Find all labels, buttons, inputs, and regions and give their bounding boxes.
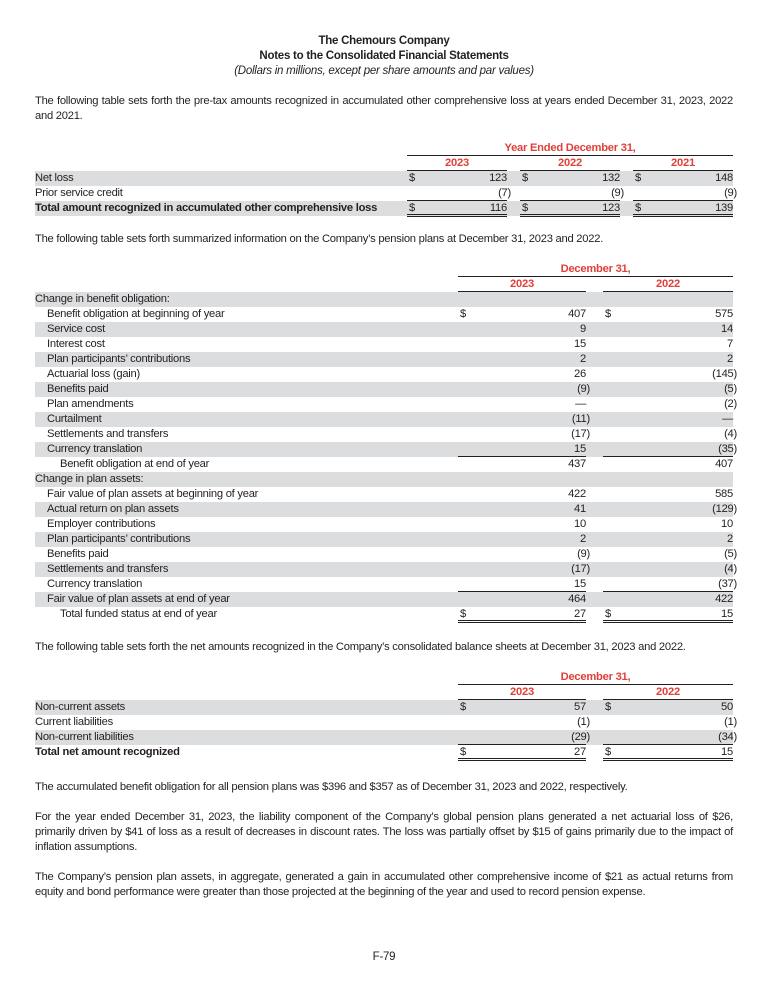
row-label: Currency translation	[47, 578, 143, 590]
currency-symbol: $	[635, 172, 641, 184]
cell-value: 15	[574, 578, 586, 590]
cell-value: (4)	[724, 563, 737, 575]
table-cell	[458, 367, 586, 382]
currency-symbol: $	[460, 701, 466, 713]
cell-value: (37)	[718, 578, 737, 590]
table-cell	[603, 562, 737, 577]
cell-value: 15	[574, 443, 586, 455]
currency-symbol: $	[605, 308, 611, 320]
cell-value: 575	[715, 308, 733, 320]
table-row	[35, 442, 737, 457]
currency-symbol: $	[522, 202, 528, 214]
pension-plans-table	[35, 262, 737, 622]
cell-value: 41	[574, 503, 586, 515]
row-label: Actuarial loss (gain)	[47, 368, 140, 380]
table-row	[35, 502, 737, 517]
table-row	[35, 577, 737, 592]
cell-value: 407	[568, 308, 586, 320]
cell-value: 123	[602, 202, 620, 214]
row-label: Benefits paid	[47, 548, 109, 560]
currency-symbol: $	[605, 701, 611, 713]
table-cell	[458, 532, 586, 547]
aocl-table	[35, 141, 737, 216]
table-cell	[458, 352, 586, 367]
cell-value: 57	[574, 701, 586, 713]
cell-value: 9	[580, 323, 586, 335]
cell-value: 464	[568, 593, 586, 605]
row-label: Change in benefit obligation:	[35, 293, 170, 305]
cell-value: (11)	[571, 413, 590, 425]
row-label: Benefit obligation at end of year	[60, 458, 210, 470]
cell-value: 10	[721, 518, 733, 530]
cell-value: 27	[574, 746, 586, 758]
table-cell	[603, 532, 733, 547]
document-subtitle: (Dollars in millions, except per share amounts and par values)	[234, 65, 534, 77]
table-row	[35, 427, 737, 442]
table-cell	[458, 562, 590, 577]
table-cell	[603, 457, 733, 472]
row-label: Fair value of plan assets at beginning of year	[47, 488, 259, 500]
table-row	[35, 352, 733, 367]
table-cell	[458, 427, 590, 442]
page-number: F-79	[372, 951, 396, 963]
row-label: Current liabilities	[35, 716, 113, 728]
table-cell	[458, 547, 590, 562]
cell-value: (17)	[571, 563, 590, 575]
row-label: Total amount recognized in accumulated other comprehensive loss	[35, 202, 378, 214]
row-label: Plan amendments	[47, 398, 134, 410]
table-row	[35, 517, 733, 532]
cell-value: (9)	[577, 383, 590, 395]
table-cell	[603, 397, 737, 412]
cell-value: 26	[574, 368, 586, 380]
cell-value: 27	[574, 608, 586, 620]
table-cell	[603, 382, 737, 397]
table-header-years	[35, 156, 733, 171]
currency-symbol: $	[460, 608, 466, 620]
table-cell	[603, 412, 733, 427]
table-cell	[458, 397, 586, 412]
table-cell	[603, 322, 733, 337]
currency-symbol: $	[605, 608, 611, 620]
row-label: Total net amount recognized	[35, 746, 180, 758]
table-cell	[603, 577, 737, 592]
row-label: Fair value of plan assets at end of year	[47, 593, 230, 605]
table-row	[35, 547, 737, 562]
table-cell	[603, 292, 733, 307]
cell-value: (1)	[577, 716, 590, 728]
row-label: Total funded status at end of year	[60, 608, 217, 620]
cell-value: (29)	[571, 731, 590, 743]
row-label: Settlements and transfers	[47, 428, 169, 440]
table-cell	[603, 337, 733, 352]
table-row	[35, 562, 737, 577]
column-header-2022: 2022	[520, 156, 620, 171]
table-cell	[458, 577, 586, 592]
table-header-span	[35, 670, 733, 685]
column-group-header: December 31,	[458, 670, 733, 685]
table-cell	[458, 412, 590, 427]
table-cell	[603, 547, 737, 562]
cell-value: 50	[721, 701, 733, 713]
cell-value: 585	[715, 488, 733, 500]
table-row	[35, 457, 733, 472]
currency-symbol: $	[635, 202, 641, 214]
table-row	[35, 397, 737, 412]
row-label: Actual return on plan assets	[47, 503, 179, 515]
paragraph-plan-assets: The Company’s pension plan assets, in aggregate, generated a gain in accumulated other comprehensive income of $21 as actual returns from equity and bond performance were greater than those projected at the beginning of the year and used to record pension expense.	[35, 871, 733, 898]
cell-value: 407	[715, 458, 733, 470]
intro-paragraph-pension: The following table sets forth summarized information on the Company’s pension plans at December 31, 2023 and 2022.	[35, 233, 604, 245]
cell-value: (35)	[718, 443, 737, 455]
cell-value: —	[722, 413, 733, 425]
cell-value: (129)	[712, 503, 737, 515]
table-cell	[458, 592, 586, 607]
cell-value: (4)	[724, 428, 737, 440]
table-header-years	[35, 685, 733, 700]
section-heading-row	[35, 292, 733, 307]
table-cell	[458, 322, 586, 337]
cell-value: (9)	[577, 548, 590, 560]
row-label: Currency translation	[47, 443, 143, 455]
column-header-2022: 2022	[603, 277, 733, 292]
table-row	[35, 532, 733, 547]
column-header-2022: 2022	[603, 685, 733, 700]
company-name: The Chemours Company	[318, 35, 450, 47]
table-row	[35, 730, 737, 745]
cell-value: (2)	[724, 398, 737, 410]
table-row-total	[35, 745, 733, 760]
row-label: Non-current assets	[35, 701, 126, 713]
cell-value: (9)	[724, 187, 737, 199]
cell-value: 148	[715, 172, 733, 184]
table-header-years	[35, 277, 733, 292]
cell-value: 15	[574, 338, 586, 350]
cell-value: 116	[489, 202, 507, 214]
cell-value: 139	[715, 202, 733, 214]
cell-value: 2	[727, 533, 733, 545]
cell-value: (17)	[571, 428, 590, 440]
row-label: Non-current liabilities	[35, 731, 134, 743]
column-group-header: December 31,	[458, 262, 733, 277]
table-row	[35, 382, 737, 397]
row-label: Net loss	[35, 172, 74, 184]
cell-value: 422	[568, 488, 586, 500]
cell-value: 437	[568, 458, 586, 470]
table-cell	[603, 352, 733, 367]
document-title: Notes to the Consolidated Financial Statements	[259, 50, 509, 62]
table-row	[35, 307, 733, 322]
cell-value: 2	[727, 353, 733, 365]
table-header-span	[35, 141, 733, 156]
row-label: Interest cost	[47, 338, 105, 350]
cell-value: 15	[721, 746, 733, 758]
table-row	[35, 715, 737, 730]
cell-value: (5)	[724, 383, 737, 395]
table-row	[35, 700, 733, 715]
table-cell	[603, 502, 737, 517]
cell-value: 123	[489, 172, 507, 184]
table-cell	[458, 472, 586, 487]
page-header	[0, 34, 768, 79]
table-cell	[603, 307, 733, 322]
paragraph-liability-component: For the year ended December 31, 2023, the liability component of the Company’s global pension plans generated a net actuarial loss of $26, primarily driven by $41 of loss as a result of decreases in discount rates. The loss was partially offset by $15 of gains primarily due to the impact of inflation assumptions.	[35, 811, 733, 853]
row-label: Service cost	[47, 323, 105, 335]
row-label: Plan participants’ contributions	[47, 353, 191, 365]
cell-value: —	[575, 398, 586, 410]
table-cell	[458, 442, 586, 457]
currency-symbol: $	[605, 746, 611, 758]
table-row	[35, 412, 733, 427]
table-row	[35, 337, 733, 352]
table-row	[35, 367, 737, 382]
row-label: Benefits paid	[47, 383, 109, 395]
cell-value: 2	[580, 533, 586, 545]
cell-value: 14	[721, 323, 733, 335]
table-cell	[603, 487, 733, 502]
table-cell	[603, 592, 733, 607]
column-group-header: Year Ended December 31,	[407, 141, 733, 156]
table-header-span	[35, 262, 733, 277]
table-row	[35, 607, 733, 622]
table-cell	[603, 517, 733, 532]
table-cell	[603, 472, 733, 487]
column-header-2023: 2023	[407, 156, 507, 171]
currency-symbol: $	[409, 202, 415, 214]
table-row-total	[35, 201, 733, 216]
cell-value: 2	[580, 353, 586, 365]
currency-symbol: $	[460, 746, 466, 758]
row-label: Plan participants’ contributions	[47, 533, 191, 545]
table-cell	[458, 517, 586, 532]
table-cell	[603, 607, 733, 623]
table-row	[35, 186, 737, 201]
table-cell	[458, 337, 586, 352]
column-header-2021: 2021	[633, 156, 733, 171]
column-header-2023: 2023	[458, 277, 586, 292]
row-label: Change in plan assets:	[35, 473, 144, 485]
row-label: Settlements and transfers	[47, 563, 169, 575]
table-cell	[603, 427, 737, 442]
table-row	[35, 487, 733, 502]
cell-value: (7)	[498, 187, 511, 199]
column-header-2023: 2023	[458, 685, 586, 700]
paragraph-accumulated-benefit-obligation: The accumulated benefit obligation for all pension plans was $396 and $357 as of December 31, 2023 and 2022, respectively.	[35, 781, 628, 793]
cell-value: 15	[721, 608, 733, 620]
table-cell	[458, 487, 586, 502]
table-cell	[458, 457, 586, 472]
table-row	[35, 171, 733, 186]
table-cell	[458, 382, 590, 397]
cell-value: 7	[727, 338, 733, 350]
intro-paragraph-aocl: The following table sets forth the pre-tax amounts recognized in accumulated other comprehensive loss at years ended December 31, 2023, 2022 and 2021.	[35, 95, 733, 122]
cell-value: (34)	[718, 731, 737, 743]
table-cell	[458, 292, 586, 307]
section-heading-row	[35, 472, 733, 487]
row-label: Benefit obligation at beginning of year	[47, 308, 225, 320]
table-cell	[603, 367, 737, 382]
table-cell	[603, 442, 737, 457]
table-cell	[458, 502, 586, 517]
cell-value: (5)	[724, 548, 737, 560]
cell-value: 132	[602, 172, 620, 184]
table-row	[35, 592, 733, 607]
table-row	[35, 322, 733, 337]
currency-symbol: $	[409, 172, 415, 184]
row-label: Prior service credit	[35, 187, 123, 199]
currency-symbol: $	[460, 308, 466, 320]
currency-symbol: $	[522, 172, 528, 184]
cell-value: 10	[574, 518, 586, 530]
cell-value: (145)	[712, 368, 737, 380]
table-cell	[458, 307, 586, 322]
net-amounts-table	[35, 670, 737, 760]
row-label: Curtailment	[47, 413, 102, 425]
cell-value: 422	[715, 593, 733, 605]
cell-value: (1)	[724, 716, 737, 728]
cell-value: (9)	[611, 187, 624, 199]
intro-paragraph-balance-sheet: The following table sets forth the net amounts recognized in the Company’s consolidated balance sheets at December 31, 2023 and 2022.	[35, 641, 686, 653]
table-cell	[458, 607, 586, 623]
row-label: Employer contributions	[47, 518, 156, 530]
